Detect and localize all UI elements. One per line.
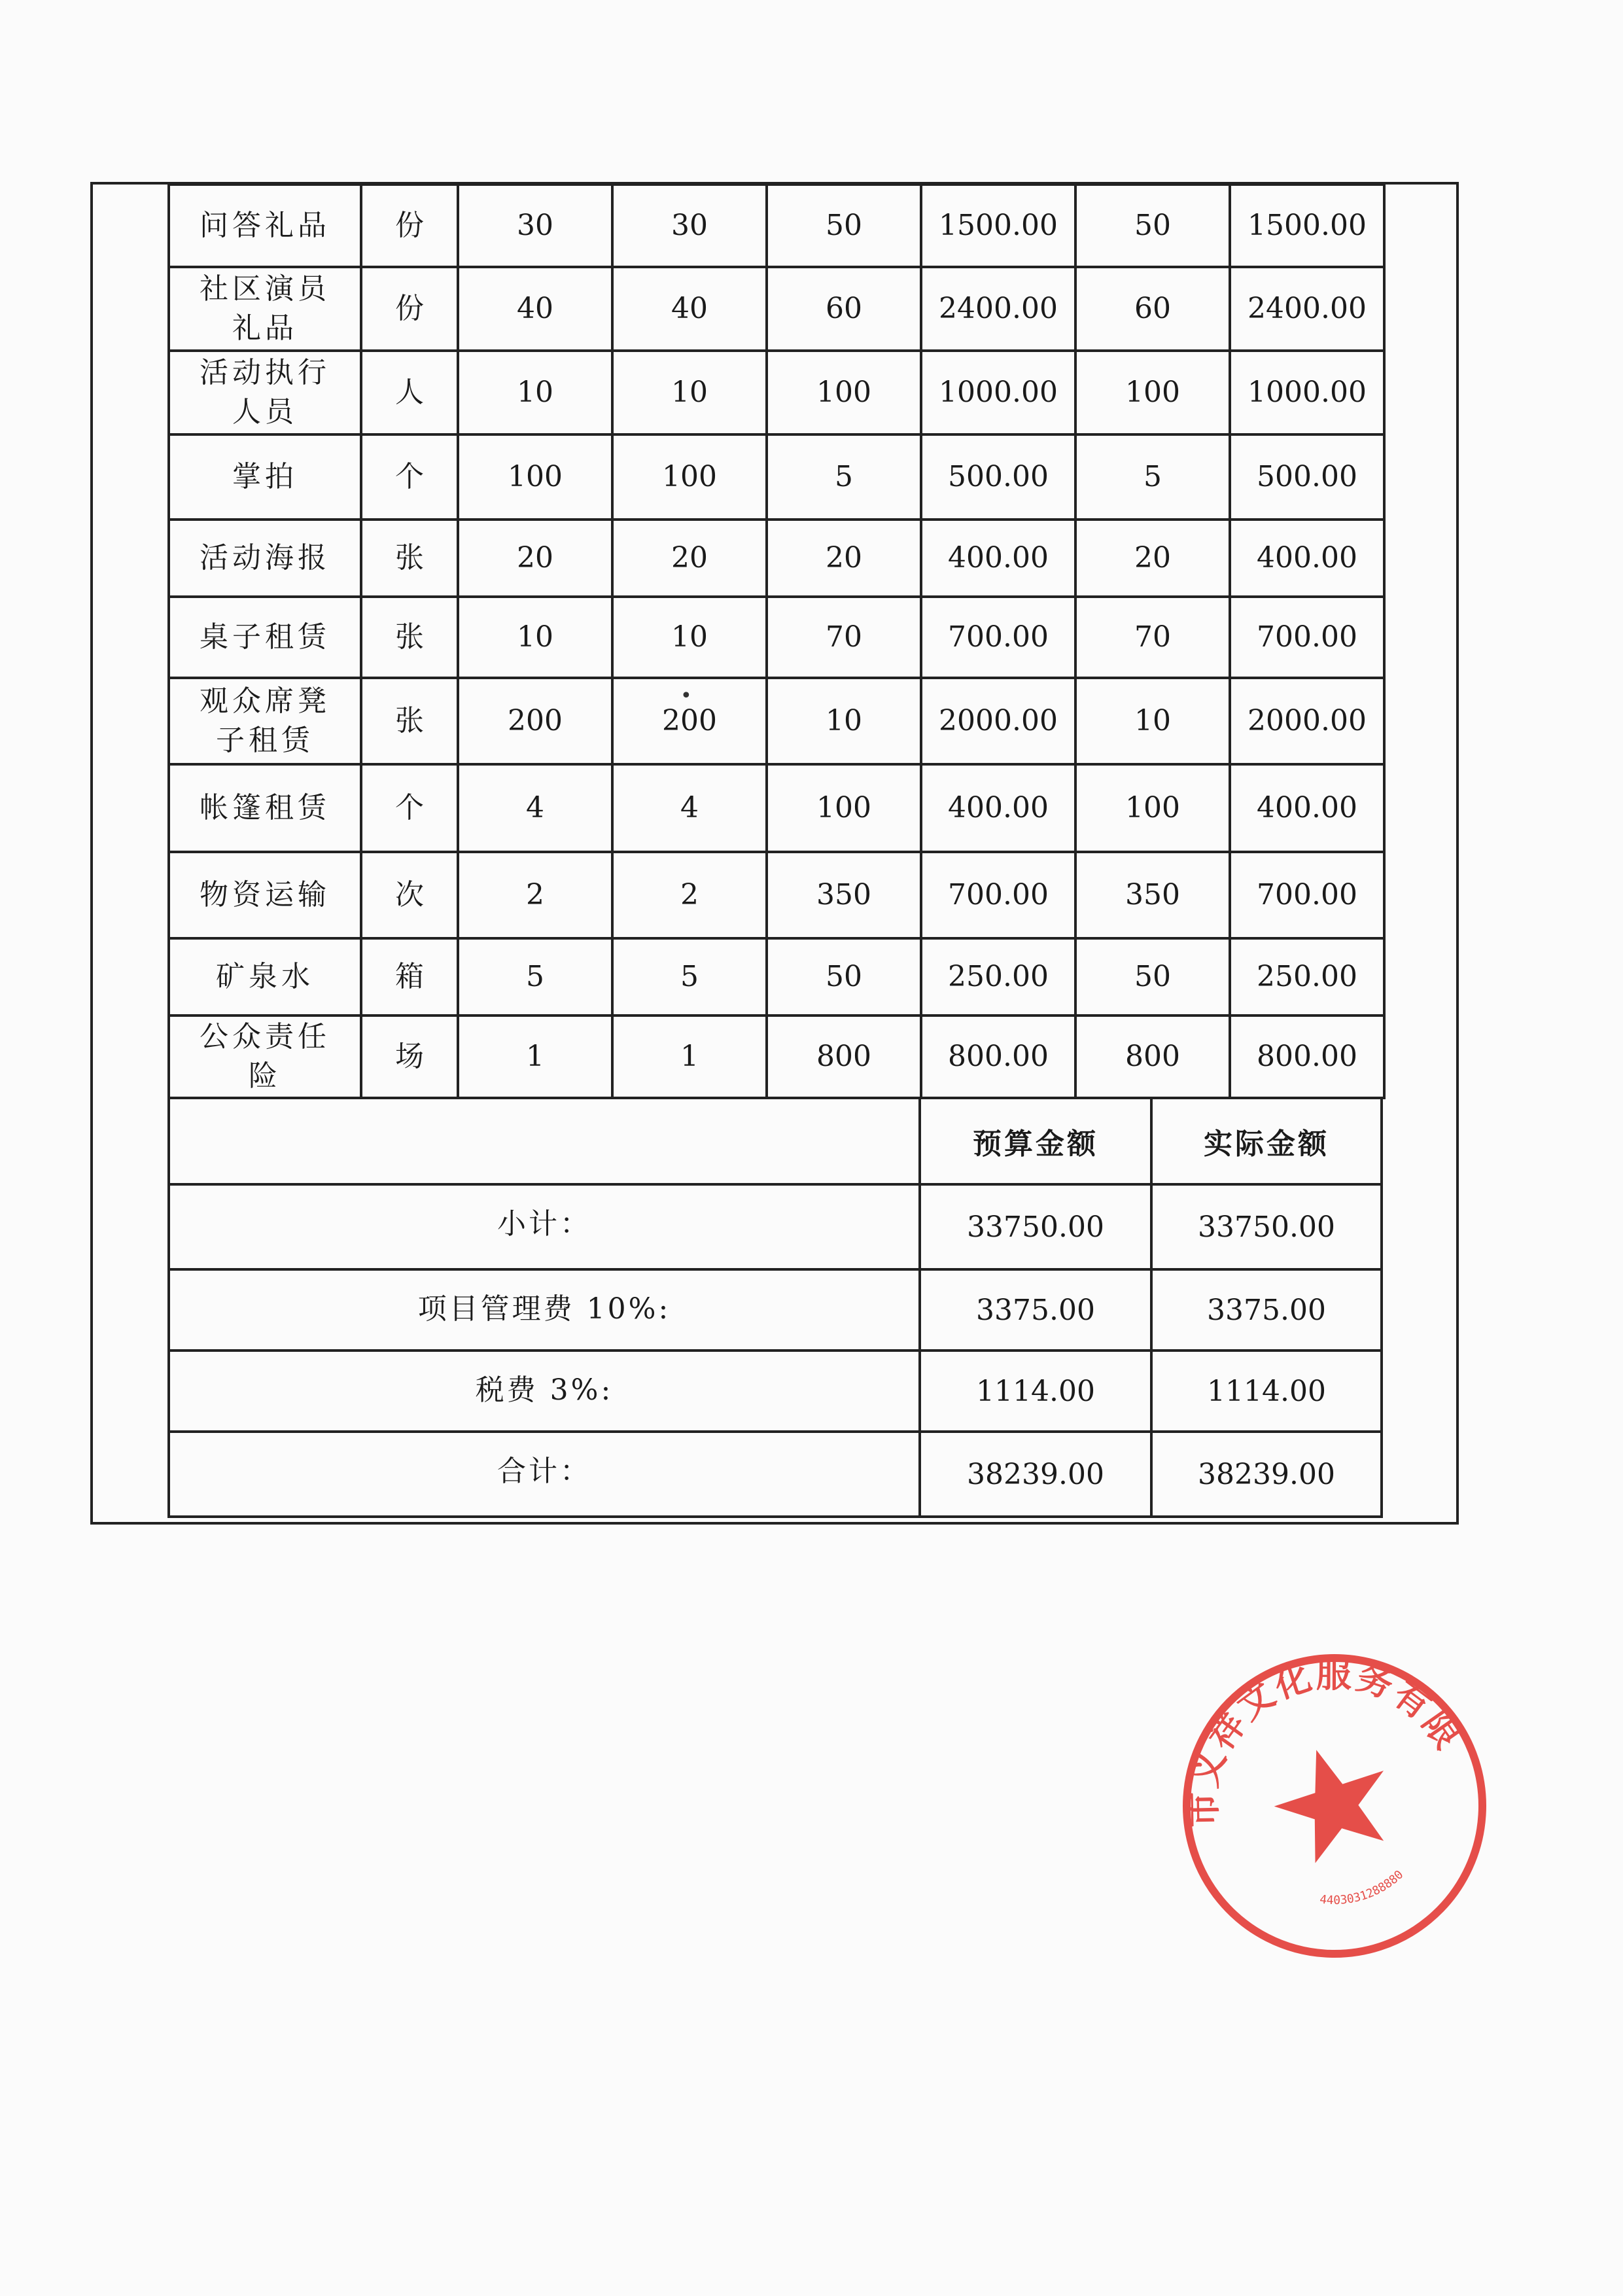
table-row [169,1016,1384,1098]
table-row [169,938,1384,1016]
item-unit: 次 [361,852,458,938]
item-name [169,678,361,764]
totals-header-row [169,1098,1382,1184]
item-actual-amount: 700.00 [1230,852,1384,938]
item-unit-price: 800 [767,1016,921,1098]
grand-total-actual: 38239.00 [1151,1432,1382,1517]
item-unit-price: 60 [767,267,921,351]
item-actual-price: 20 [1075,520,1230,597]
seal-name-path: 深圳市义祥文化服务有限公司 [1181,1653,1471,1828]
item-unit-price: 10 [767,678,921,764]
item-budget-amount: 800.00 [921,1016,1075,1098]
subtotal-row [169,1184,1382,1269]
item-actual-amount: 700.00 [1230,597,1384,678]
table-row [169,185,1384,267]
item-actual-price: 5 [1075,434,1230,520]
item-budget-amount: 250.00 [921,938,1075,1016]
item-quantity-actual: 2 [612,852,767,938]
expense-items-table [167,183,1386,1099]
item-quantity-actual: 30 [612,185,767,267]
item-budget-amount: 2400.00 [921,267,1075,351]
subtotal-label: 小计： [169,1184,920,1269]
item-unit: 场 [361,1016,458,1098]
grand-total-row [169,1432,1382,1517]
item-unit-price: 50 [767,938,921,1016]
item-name: 帐篷租赁 [169,764,361,852]
item-unit: 箱 [361,938,458,1016]
company-seal [1178,1649,1492,1963]
item-quantity: 200 [458,678,612,764]
item-unit-price: 100 [767,764,921,852]
item-quantity: 10 [458,351,612,434]
management-fee-row [169,1269,1382,1351]
item-unit-price: 5 [767,434,921,520]
scan-speck-icon: • [680,684,692,707]
table-row [169,764,1384,852]
item-budget-amount: 700.00 [921,852,1075,938]
item-quantity: 20 [458,520,612,597]
item-quantity: 5 [458,938,612,1016]
item-name: 问答礼品 [169,185,361,267]
tax-label: 税费 3%: [169,1351,920,1432]
table-row [169,597,1384,678]
item-quantity-actual: 20 [612,520,767,597]
item-unit: 份 [361,267,458,351]
item-name: 活动海报 [169,520,361,597]
seal-number-path: 4403031288880 [1319,1867,1406,1908]
item-name-text: 公众责任险 [200,1020,330,1093]
budget-amount-header: 预算金额 [920,1098,1151,1184]
item-name-text: 观众席凳子租赁 [200,684,330,757]
subtotal-actual: 33750.00 [1151,1184,1382,1269]
table-row [169,852,1384,938]
item-actual-price: 70 [1075,597,1230,678]
grand-total-label: 合计： [169,1432,920,1517]
item-unit: 份 [361,185,458,267]
item-actual-amount: 1000.00 [1230,351,1384,434]
table-row [169,678,1384,764]
table-row [169,434,1384,520]
item-quantity-actual: 200 [612,678,767,764]
item-actual-amount: 2000.00 [1230,678,1384,764]
item-actual-price: 60 [1075,267,1230,351]
table-row [169,520,1384,597]
item-name: 物资运输 [169,852,361,938]
subtotal-budget: 33750.00 [920,1184,1151,1269]
item-quantity-actual: 1 [612,1016,767,1098]
seal-number [1315,1866,1409,1916]
item-name-text: 社区演员礼品 [200,272,330,345]
item-actual-amount: 250.00 [1230,938,1384,1016]
item-actual-price: 350 [1075,852,1230,938]
item-unit: 个 [361,434,458,520]
item-actual-amount: 400.00 [1230,764,1384,852]
item-quantity-actual: 10 [612,597,767,678]
item-quantity: 2 [458,852,612,938]
table-row [169,351,1384,434]
item-name [169,1016,361,1098]
blank-cell [169,1098,920,1184]
grand-total-budget: 38239.00 [920,1432,1151,1517]
item-actual-price: 800 [1075,1016,1230,1098]
item-quantity: 40 [458,267,612,351]
item-actual-amount: 1500.00 [1230,185,1384,267]
item-unit: 人 [361,351,458,434]
item-budget-amount: 500.00 [921,434,1075,520]
item-quantity: 4 [458,764,612,852]
item-name: 掌拍 [169,434,361,520]
item-quantity: 10 [458,597,612,678]
item-quantity-actual: 100 [612,434,767,520]
item-name-text: 活动执行人员 [200,356,330,429]
management-fee-label: 项目管理费 10%: [169,1269,920,1351]
item-budget-amount: 1000.00 [921,351,1075,434]
tax-actual: 1114.00 [1151,1351,1382,1432]
item-quantity-actual: 40 [612,267,767,351]
item-quantity-actual: 10 [612,351,767,434]
item-quantity: 30 [458,185,612,267]
item-unit: 张 [361,520,458,597]
item-quantity-actual: 5 [612,938,767,1016]
item-actual-amount: 500.00 [1230,434,1384,520]
item-actual-price: 50 [1075,185,1230,267]
item-quantity: 100 [458,434,612,520]
tax-row [169,1351,1382,1432]
tax-budget: 1114.00 [920,1351,1151,1432]
item-name [169,351,361,434]
item-budget-amount: 400.00 [921,764,1075,852]
item-actual-price: 100 [1075,764,1230,852]
item-unit-price: 20 [767,520,921,597]
item-actual-amount: 400.00 [1230,520,1384,597]
item-unit-price: 70 [767,597,921,678]
item-actual-price: 50 [1075,938,1230,1016]
item-name: 矿泉水 [169,938,361,1016]
item-quantity-actual: 4 [612,764,767,852]
management-fee-budget: 3375.00 [920,1269,1151,1351]
item-actual-amount: 2400.00 [1230,267,1384,351]
item-quantity: 1 [458,1016,612,1098]
item-budget-amount: 400.00 [921,520,1075,597]
management-fee-actual: 3375.00 [1151,1269,1382,1351]
item-budget-amount: 700.00 [921,597,1075,678]
item-unit-price: 50 [767,185,921,267]
item-actual-price: 100 [1075,351,1230,434]
item-unit: 张 [361,678,458,764]
actual-amount-header: 实际金额 [1151,1098,1382,1184]
item-budget-amount: 2000.00 [921,678,1075,764]
star-icon [1261,1732,1404,1869]
totals-table [167,1097,1383,1518]
item-name [169,267,361,351]
item-unit: 个 [361,764,458,852]
item-actual-amount: 800.00 [1230,1016,1384,1098]
item-actual-price: 10 [1075,678,1230,764]
item-unit-price: 100 [767,351,921,434]
item-unit-price: 350 [767,852,921,938]
item-budget-amount: 1500.00 [921,185,1075,267]
table-row [169,267,1384,351]
item-unit: 张 [361,597,458,678]
item-name: 桌子租赁 [169,597,361,678]
